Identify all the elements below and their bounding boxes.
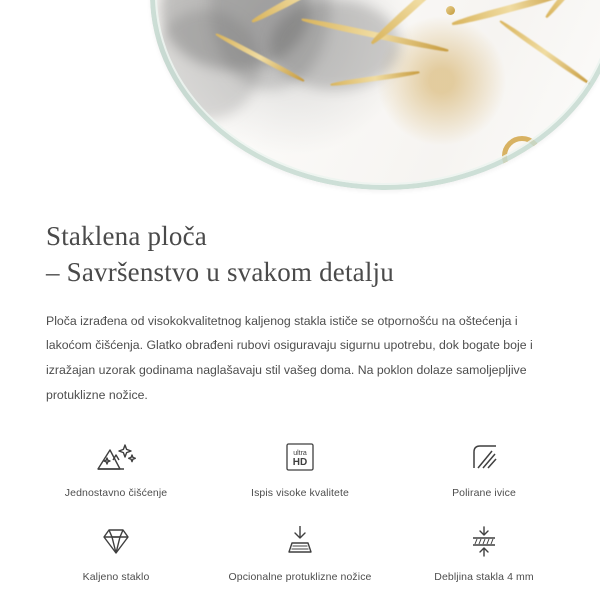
page-title <box>46 218 554 291</box>
text-content <box>0 218 600 407</box>
glass-plate-image <box>150 0 600 190</box>
feature-label: Debljina stakla 4 mm <box>434 571 534 584</box>
tempered-glass-diamond-icon <box>96 519 136 563</box>
feature-glass-thickness <box>392 519 576 603</box>
feature-label: Kaljeno staklo <box>82 571 150 584</box>
feature-grid <box>0 435 600 603</box>
glass-thickness-icon <box>464 519 504 563</box>
hero-image <box>0 0 600 196</box>
feature-high-quality-print <box>208 435 392 519</box>
feature-easy-cleaning <box>24 435 208 519</box>
feature-label: Opcionalne protuklizne nožice <box>228 571 372 584</box>
title-line-2: – Savršenstvo u svakom detalju <box>46 257 394 288</box>
feature-label: Jednostavno čišćenje <box>64 487 168 500</box>
feature-label: Polirane ivice <box>452 487 516 500</box>
anti-slip-feet-icon <box>280 519 320 563</box>
feature-label: Ispis visoke kvalitete <box>251 487 349 500</box>
feature-anti-slip-feet <box>208 519 392 603</box>
feature-tempered-glass <box>24 519 208 603</box>
title-line-1: Staklena ploča <box>46 221 207 251</box>
ultra-hd-print-icon <box>280 435 320 479</box>
svg-text:HD: HD <box>292 457 308 469</box>
feature-polished-edges <box>392 435 576 519</box>
polished-edges-icon <box>464 435 504 479</box>
easy-cleaning-icon <box>94 435 138 479</box>
description-paragraph: Ploča izrađena od visokokvalitetnog kaljenog stakla ističe se otpornošću na oštećenja i lakoćom čišćenja. Glatko obrađeni rubovi osiguravaju sigurnu upotrebu, dok bogate boje i izražajan uzorak godinama naglašavaju stil vašeg doma. Na poklon dolaze samoljepljive protuklizne nožice. <box>46 313 533 402</box>
svg-text:ultra: ultra <box>293 450 307 458</box>
